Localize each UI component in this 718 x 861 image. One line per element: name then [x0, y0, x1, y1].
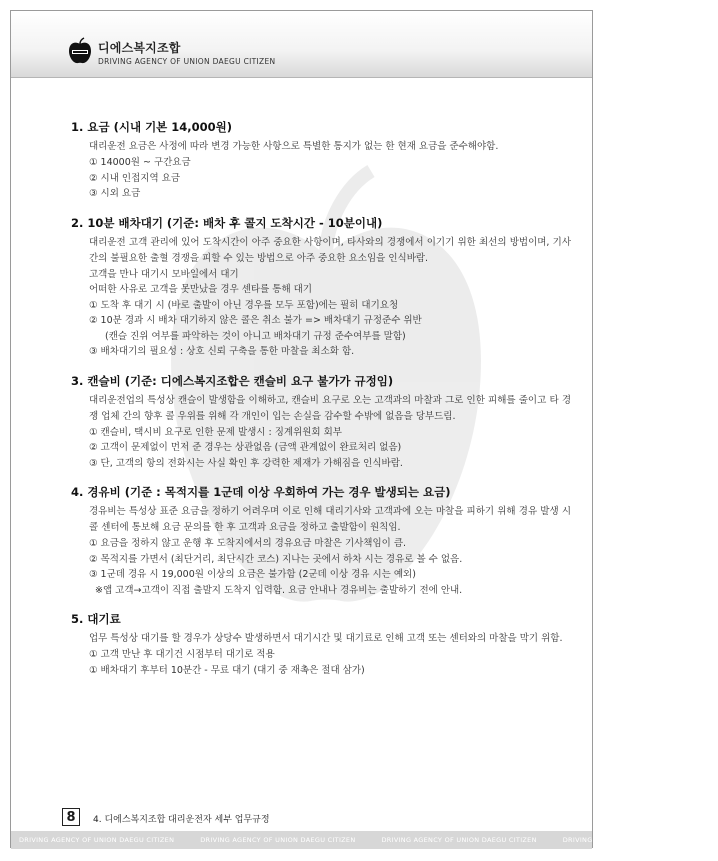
section-body: 대리운전업의 특성상 캔슬이 발생함을 이해하고, 캔슬비 요구로 오는 고객과의 마찰과 그로 인한 피해를 줄이고 타 경쟁 업체 간의 향후 콜 우위를 위해 각 개인이 입는 손실을 감수할 수밖에 없음을 당부드림. [89, 394, 571, 422]
footer-band-text: DRIVING AGENCY OF UNION DAEGU CITIZEN [19, 836, 175, 844]
list-item: ※앱 고객→고객이 직접 출발지 도착지 입력함. 요금 안내나 경유비는 출발하기 전에 안내. [95, 584, 463, 596]
list-item: ③ 시외 요금 [89, 188, 141, 199]
list-item: 어떠한 사유로 고객을 못만났을 경우 센타를 통해 대기 [89, 284, 313, 295]
section-cancel-fee [71, 373, 571, 472]
section-title: 5. 대기료 [71, 612, 121, 626]
footer-title: 4. 디에스복지조합 대리운전자 세부 업무규정 [93, 815, 270, 825]
list-item: ③ 단, 고객의 항의 전화시는 사실 확인 후 강력한 제재가 가해짐을 인식바람. [89, 457, 403, 469]
list-item: ② 10분 경과 시 배차 대기하지 않은 콜은 취소 불가 => 배차대기 규정준수 위반 [89, 315, 422, 326]
section-waiting-fee [71, 611, 571, 678]
list-item: ① 배차대기 후부터 10분간 - 무료 대기 (대기 중 재촉은 절대 삼가) [89, 664, 365, 676]
section-dispatch-wait [71, 215, 571, 360]
footer-band-text: DRIVING AGENCY OF UNION DAEGU CITIZEN [562, 836, 718, 844]
section-title: 3. 캔슬비 (기준: 디에스복지조합은 캔슬비 요구 불가가 규정임) [71, 373, 394, 388]
list-item: ③ 1군데 경유 시 19,000원 이상의 요금은 불가함 (2군데 이상 경유 시는 예외) [89, 569, 416, 580]
section-body: 대리운전 고객 관리에 있어 도착시간이 아주 중요한 사항이며, 타사와의 경쟁에서 이기기 위한 최선의 방법이며, 기사간의 불필요한 출혈 경쟁을 피할 수 있는 방법으로 아주 중요한 요소임을 인식바람. [89, 236, 571, 264]
list-item: ① 도착 후 대기 시 (바로 출발이 아닌 경우를 모두 포함)에는 필히 대기요청 [89, 299, 399, 311]
main-content [71, 119, 571, 691]
list-item: 고객을 만나 대기시 모바일에서 대기 [89, 268, 239, 280]
section-body: 업무 특성상 대기를 할 경우가 상당수 발생하면서 대기시간 및 대기료로 인해 고객 또는 센터와의 마찰을 막기 위함. [89, 633, 563, 644]
page-header [11, 11, 592, 78]
footer-band-text: DRIVING AGENCY OF UNION DAEGU CITIZEN [200, 836, 356, 844]
list-item: (캔슬 진위 여부를 파악하는 것이 아니고 배차대기 규정 준수여부를 말함) [105, 330, 406, 342]
section-title: 4. 경유비 (기준 : 목적지를 1군데 이상 우회하여 가는 경우 발생되는 요금) [71, 485, 451, 499]
list-item: ② 고객이 문제없이 먼저 준 경우는 상관없음 (금액 관계없이 완료처리 없음) [89, 442, 402, 453]
list-item: ③ 배차대기의 필요성 : 상호 신뢰 구축을 통한 마찰을 최소화 함. [89, 346, 355, 357]
list-item: ① 캔슬비, 택시비 요구로 인한 문제 발생시 : 징계위원회 회부 [89, 426, 342, 438]
list-item: ① 14000원 ~ 구간요금 [89, 157, 191, 168]
section-title: 2. 10분 배차대기 (기준: 배차 후 콜지 도착시간 - 10분이내) [71, 215, 383, 230]
list-item: ② 시내 인접지역 요금 [89, 172, 180, 184]
page-number: 8 [62, 808, 80, 826]
list-item: ① 요금을 정하지 않고 운행 후 도착지에서의 경유요금 마찰은 기사책임이 큼. [89, 538, 407, 549]
brand-name-korean: 디에스복지조합 [98, 41, 181, 55]
section-title: 1. 요금 (시내 기본 14,000원) [71, 120, 233, 134]
section-waypoint-fee [71, 484, 571, 598]
page-frame [10, 10, 718, 848]
brand-name-english: DRIVING AGENCY OF UNION DAEGU CITIZEN [98, 57, 276, 66]
list-item: ① 고객 만난 후 대기건 시점부터 대기로 적용 [89, 649, 275, 660]
list-item: ② 목적지를 가면서 (최단거리, 최단시간 코스) 지나는 곳에서 하차 시는 경유로 볼 수 없음. [89, 553, 463, 565]
footer-band [11, 831, 718, 849]
apple-logo-icon [67, 37, 93, 65]
footer-band-text: DRIVING AGENCY OF UNION DAEGU CITIZEN [381, 836, 537, 844]
section-fare [71, 119, 571, 202]
section-body: 경유비는 특성상 표준 요금을 정하기 어려우며 이로 인해 대리기사와 고객과에 오는 마찰을 피하기 위해 경유 발생 시 콜 센터에 통보해 요금 문의를 한 후 고객과 요금을 정하고 출발함이 원칙임. [89, 506, 571, 533]
section-body: 대리운전 요금은 사정에 따라 변경 가능한 사항으로 특별한 통지가 없는 한 현재 요금을 준수해야함. [89, 141, 499, 152]
